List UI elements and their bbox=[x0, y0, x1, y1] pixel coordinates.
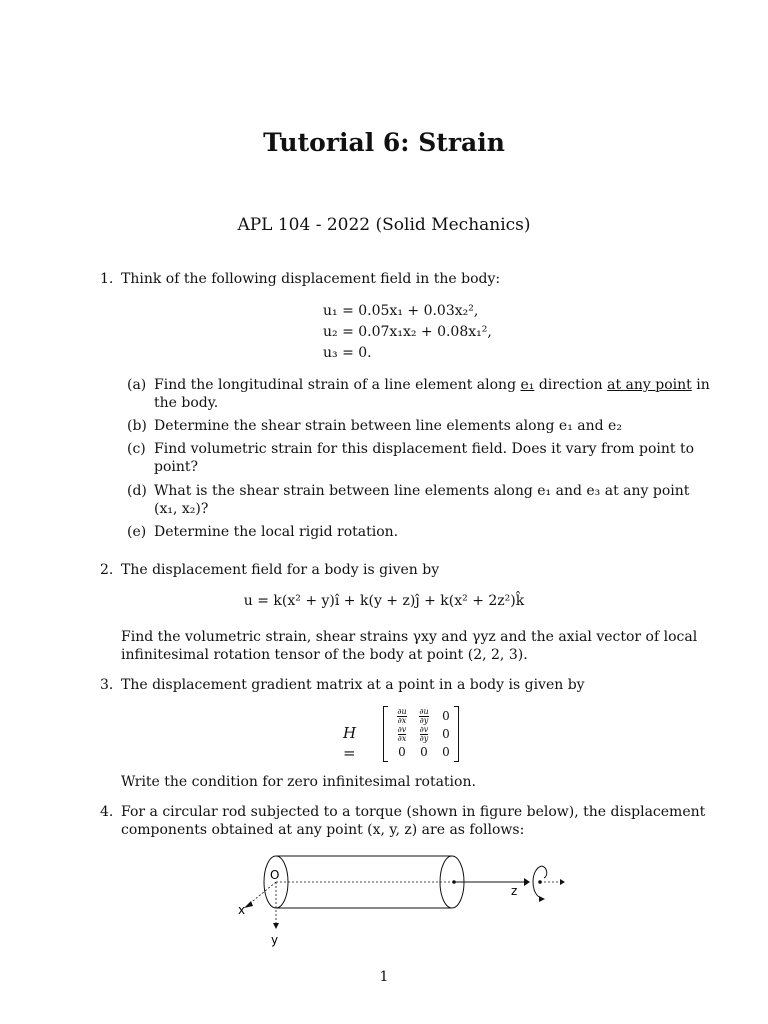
q2-number: 2. bbox=[100, 562, 114, 578]
q1-eq3: u₃ = 0. bbox=[323, 345, 372, 361]
matrix-cell: 0 bbox=[442, 727, 450, 741]
matrix-lhs: H = bbox=[343, 724, 357, 762]
q1-eq2: u₂ = 0.07x₁x₂ + 0.08x₁², bbox=[323, 324, 492, 340]
q2-equation: u = k(x² + y)î + k(y + z)ĵ + k(x² + 2z²)k̂ bbox=[243, 593, 525, 609]
matrix-cell: $\frac{\partial v}{\partial x}$ bbox=[397, 725, 407, 743]
torque-axis-arrowhead bbox=[560, 879, 565, 885]
torque-arrowhead bbox=[539, 896, 545, 902]
matrix-left-bracket bbox=[383, 706, 388, 762]
z-axis-label: z bbox=[511, 884, 518, 898]
q1-eq1: u₁ = 0.05x₁ + 0.03x₂², bbox=[323, 303, 479, 319]
y-axis-label: y bbox=[271, 933, 279, 947]
q1e-text: Determine the local rigid rotation. bbox=[154, 524, 399, 540]
matrix-cell: $\frac{\partial v}{\partial y}$ bbox=[419, 725, 429, 743]
rod-torque-figure bbox=[230, 848, 580, 948]
q1-text: Think of the following displacement field in the body: bbox=[121, 271, 501, 287]
origin-label: O bbox=[270, 868, 280, 882]
q2-line1: Find the volumetric strain, shear strains γxy and γyz and the axial vector of local bbox=[121, 629, 698, 645]
q1a-label: (a) bbox=[127, 377, 147, 393]
q2-line2: infinitesimal rotation tensor of the body at point (2, 2, 3). bbox=[121, 647, 528, 663]
q2-text: The displacement field for a body is given by bbox=[121, 562, 440, 578]
q1d-line2: (x₁, x₂)? bbox=[154, 501, 209, 517]
matrix-cell: 0 bbox=[420, 745, 428, 759]
z-axis-arrowhead bbox=[524, 878, 530, 886]
q1b-text: Determine the shear strain between line elements along e₁ and e₂ bbox=[154, 418, 622, 434]
q4-number: 4. bbox=[100, 804, 114, 820]
y-axis-arrowhead bbox=[273, 923, 279, 929]
q1c-label: (c) bbox=[127, 441, 146, 457]
q3-condition: Write the condition for zero infinitesimal rotation. bbox=[121, 774, 476, 790]
q1e-label: (e) bbox=[127, 524, 147, 540]
q4-line2: components obtained at any point (x, y, z) are as follows: bbox=[121, 822, 525, 838]
matrix-cell: $\frac{\partial u}{\partial y}$ bbox=[419, 707, 429, 725]
matrix-cell: 0 bbox=[398, 745, 406, 759]
matrix-cell: 0 bbox=[442, 709, 450, 723]
q1c-line2: point? bbox=[154, 459, 199, 475]
x-axis-arrowhead bbox=[244, 901, 253, 908]
course-subtitle: APL 104 - 2022 (Solid Mechanics) bbox=[237, 215, 531, 235]
page-number: 1 bbox=[379, 969, 389, 985]
page-title: Tutorial 6: Strain bbox=[263, 128, 505, 157]
torque-arc-top bbox=[542, 866, 547, 878]
x-axis bbox=[248, 882, 276, 905]
q1c-line1: Find volumetric strain for this displacement field. Does it vary from point to bbox=[154, 441, 695, 457]
matrix-cell: 0 bbox=[442, 745, 450, 759]
q1b-label: (b) bbox=[127, 418, 147, 434]
q1d-label: (d) bbox=[127, 483, 147, 499]
q4-line1: For a circular rod subjected to a torque (shown in figure below), the displacement bbox=[121, 804, 706, 820]
matrix-cell: $\frac{\partial u}{\partial x}$ bbox=[397, 707, 407, 725]
q1a-line2: the body. bbox=[154, 395, 219, 411]
q1a-line1: Find the longitudinal strain of a line element along e₁ direction at any point in bbox=[154, 377, 710, 393]
q3-number: 3. bbox=[100, 677, 114, 693]
x-axis-label: x bbox=[238, 903, 246, 917]
q1d-line1: What is the shear strain between line elements along e₁ and e₃ at any point bbox=[154, 483, 690, 499]
q1-number: 1. bbox=[100, 271, 114, 287]
q3-text: The displacement gradient matrix at a point in a body is given by bbox=[121, 677, 585, 693]
